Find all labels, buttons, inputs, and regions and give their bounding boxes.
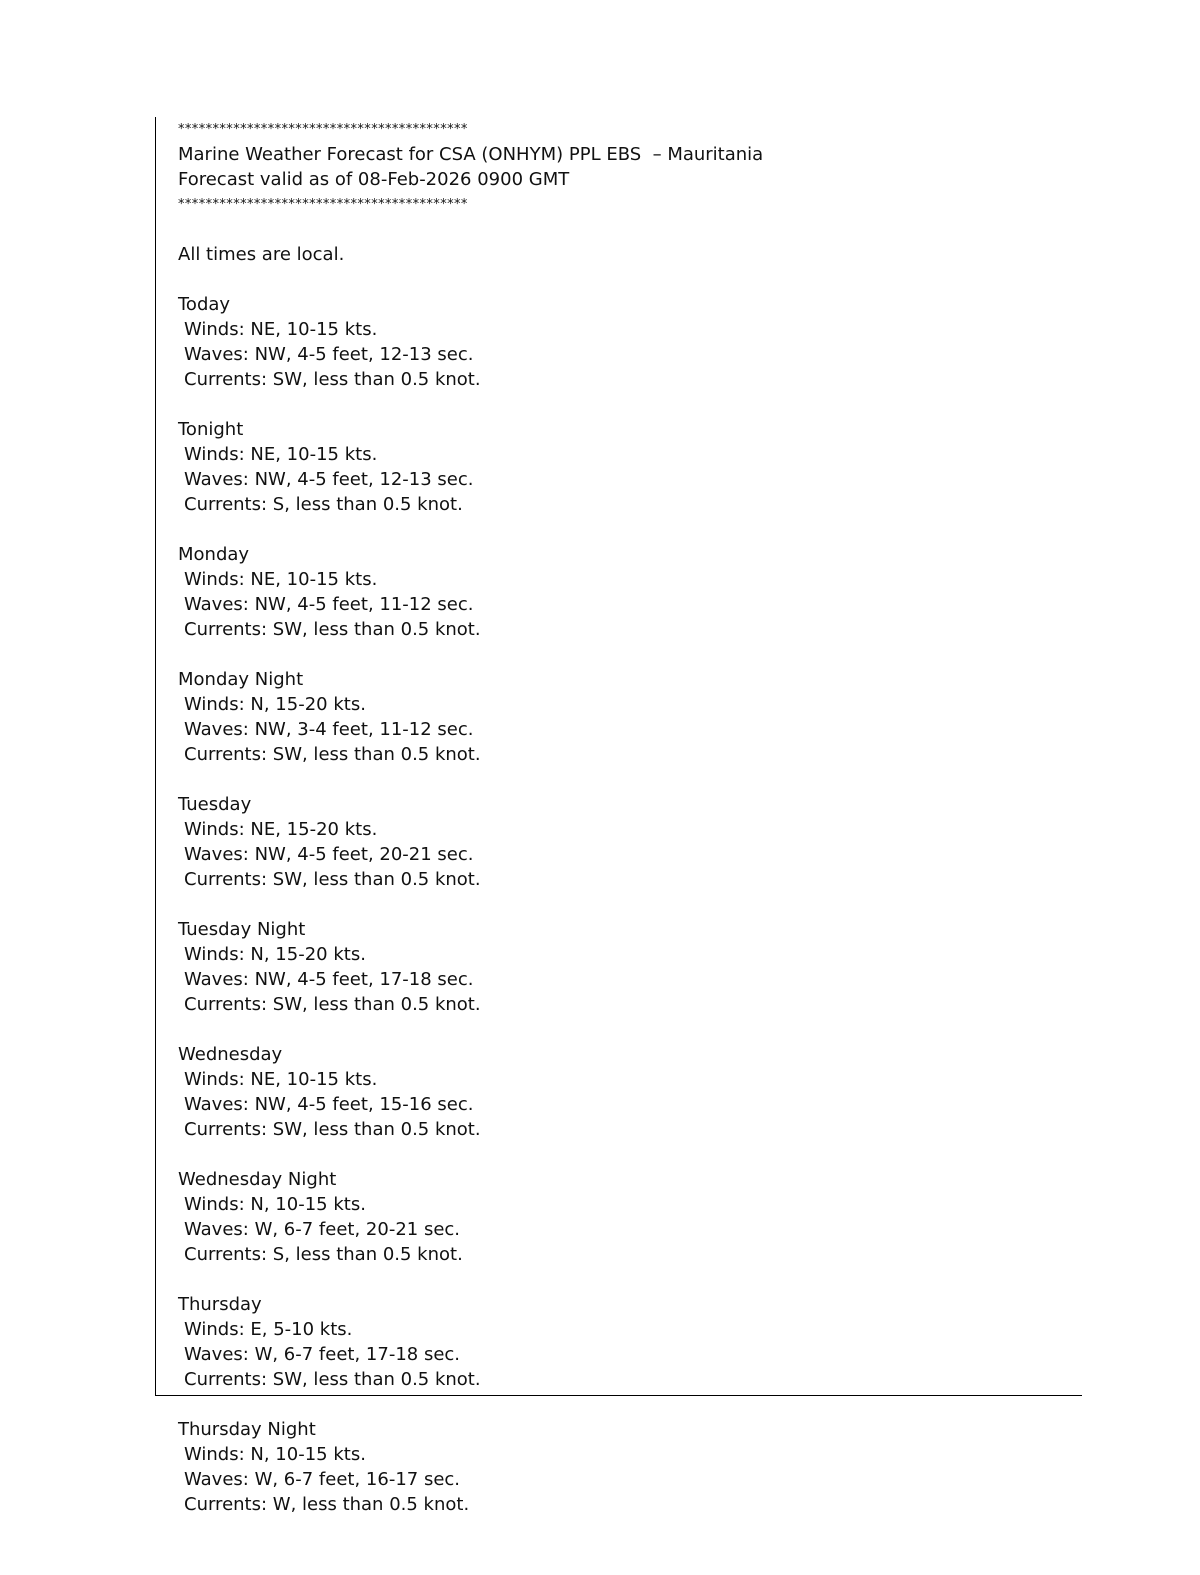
period-waves: Waves: NW, 4-5 feet, 11-12 sec.	[184, 594, 474, 615]
period-currents: Currents: SW, less than 0.5 knot.	[184, 869, 481, 890]
period-name: Monday	[178, 544, 250, 565]
period-winds: Winds: NE, 10-15 kts.	[184, 319, 378, 340]
period-currents: Currents: S, less than 0.5 knot.	[184, 1244, 463, 1265]
period-waves: Waves: NW, 4-5 feet, 20-21 sec.	[184, 844, 474, 865]
period-name: Tuesday	[178, 794, 252, 815]
spacer	[178, 392, 1058, 417]
period-winds: Winds: NE, 10-15 kts.	[184, 444, 378, 465]
spacer	[178, 892, 1058, 917]
period-name: Thursday	[178, 1294, 262, 1315]
period-currents: Currents: SW, less than 0.5 knot.	[184, 994, 481, 1015]
period-winds: Winds: E, 5-10 kts.	[184, 1319, 353, 1340]
forecast-period	[178, 917, 1058, 1017]
period-winds: Winds: N, 15-20 kts.	[184, 694, 366, 715]
forecast-period	[178, 1417, 1058, 1517]
period-waves: Waves: NW, 4-5 feet, 12-13 sec.	[184, 344, 474, 365]
period-currents: Currents: SW, less than 0.5 knot.	[184, 1119, 481, 1140]
period-currents: Currents: S, less than 0.5 knot.	[184, 494, 463, 515]
period-winds: Winds: NE, 15-20 kts.	[184, 819, 378, 840]
period-waves: Waves: W, 6-7 feet, 17-18 sec.	[184, 1344, 461, 1365]
period-winds: Winds: NE, 10-15 kts.	[184, 1069, 378, 1090]
spacer	[178, 517, 1058, 542]
forecast-period	[178, 667, 1058, 767]
period-waves: Waves: NW, 3-4 feet, 11-12 sec.	[184, 719, 474, 740]
period-waves: Waves: W, 6-7 feet, 16-17 sec.	[184, 1469, 461, 1490]
period-currents: Currents: SW, less than 0.5 knot.	[184, 744, 481, 765]
period-name: Tuesday Night	[178, 919, 306, 940]
period-waves: Waves: NW, 4-5 feet, 15-16 sec.	[184, 1094, 474, 1115]
forecast-document	[178, 117, 1058, 1517]
spacer	[178, 1392, 1058, 1417]
period-winds: Winds: N, 15-20 kts.	[184, 944, 366, 965]
spacer	[178, 642, 1058, 667]
period-name: Today	[178, 294, 231, 315]
spacer	[178, 1267, 1058, 1292]
period-currents: Currents: SW, less than 0.5 knot.	[184, 369, 481, 390]
forecast-period	[178, 417, 1058, 517]
header-rule-top: ******************************************	[178, 122, 468, 137]
header-rule-bottom: ******************************************	[178, 197, 468, 212]
spacer	[178, 1017, 1058, 1042]
period-name: Wednesday Night	[178, 1169, 337, 1190]
period-winds: Winds: N, 10-15 kts.	[184, 1444, 366, 1465]
period-currents: Currents: SW, less than 0.5 knot.	[184, 1369, 481, 1390]
period-waves: Waves: NW, 4-5 feet, 12-13 sec.	[184, 469, 474, 490]
forecast-period	[178, 292, 1058, 392]
timezone-note: All times are local.	[178, 244, 345, 265]
forecast-period	[178, 1042, 1058, 1142]
spacer	[178, 267, 1058, 292]
spacer	[178, 767, 1058, 792]
spacer	[178, 1142, 1058, 1167]
period-waves: Waves: NW, 4-5 feet, 17-18 sec.	[184, 969, 474, 990]
forecast-title: Marine Weather Forecast for CSA (ONHYM) PPL EBS – Mauritania	[178, 144, 764, 165]
forecast-valid-time: Forecast valid as of 08-Feb-2026 0900 GMT	[178, 169, 570, 190]
forecast-period	[178, 542, 1058, 642]
period-name: Monday Night	[178, 669, 304, 690]
period-winds: Winds: N, 10-15 kts.	[184, 1194, 366, 1215]
period-waves: Waves: W, 6-7 feet, 20-21 sec.	[184, 1219, 461, 1240]
period-name: Wednesday	[178, 1044, 283, 1065]
period-currents: Currents: W, less than 0.5 knot.	[184, 1494, 470, 1515]
forecast-period	[178, 1292, 1058, 1392]
period-name: Tonight	[178, 419, 244, 440]
period-currents: Currents: SW, less than 0.5 knot.	[184, 619, 481, 640]
period-name: Thursday Night	[178, 1419, 316, 1440]
forecast-period	[178, 792, 1058, 892]
forecast-period	[178, 1167, 1058, 1267]
spacer	[178, 217, 1058, 242]
period-winds: Winds: NE, 10-15 kts.	[184, 569, 378, 590]
frame-left-border	[155, 117, 156, 1396]
